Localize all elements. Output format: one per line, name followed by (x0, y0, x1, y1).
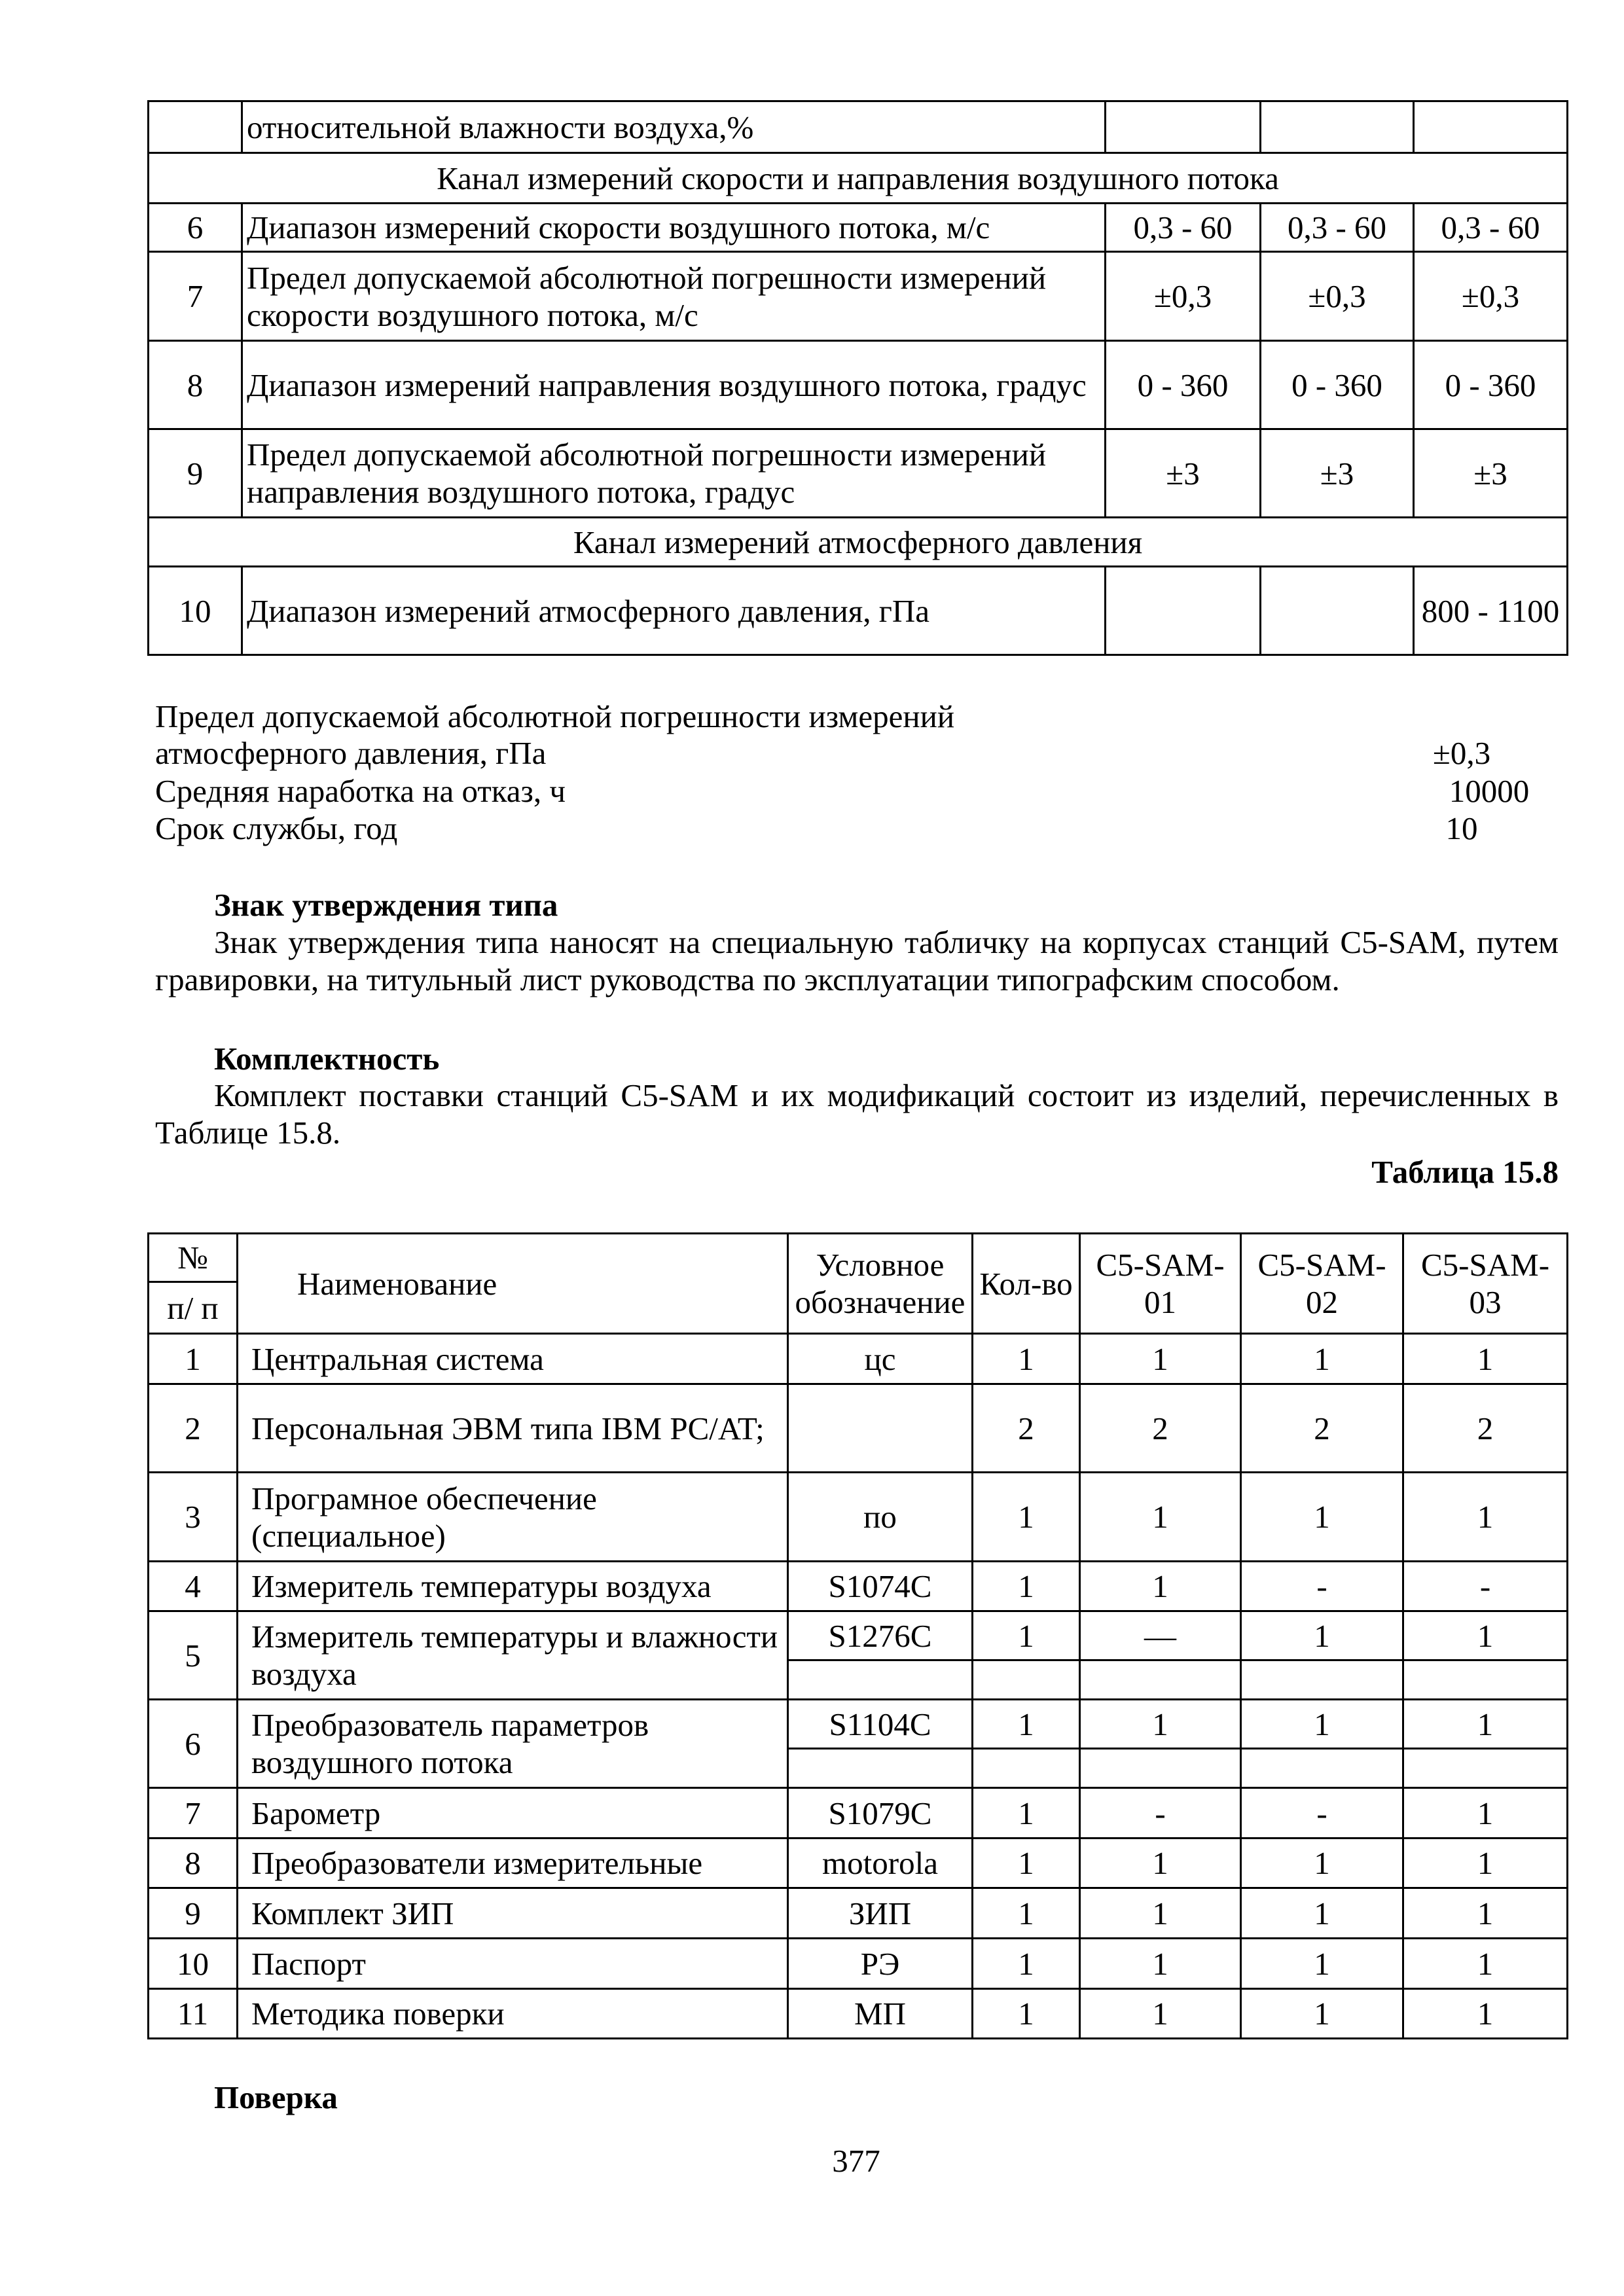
completeness-heading: Комплектность (214, 1041, 440, 1077)
row-value: 800 - 1100 (1414, 567, 1568, 655)
table-row (149, 101, 1568, 153)
row-value: 1 (973, 1562, 1080, 1611)
row-name: Диапазон измерений скорости воздушного потока, м/с (242, 204, 1106, 252)
row-value (1106, 567, 1261, 655)
empty-cell (973, 1660, 1080, 1700)
completeness-text: Комплект поставки станций С5-SAM и их модификаций состоит из изделий, перечисленных в Таблице 15.8. (155, 1077, 1559, 1151)
row-value: 1 (1241, 1989, 1403, 2039)
verification-heading: Поверка (214, 2079, 338, 2115)
row-name: Паспорт (238, 1939, 788, 1989)
table-row (149, 1839, 1568, 1888)
row-name: относительной влажности воздуха,% (242, 101, 1106, 153)
row-value: 1 (973, 1888, 1080, 1939)
row-number: 8 (149, 1839, 238, 1888)
table-row (149, 1788, 1568, 1839)
row-value: 1 (973, 1939, 1080, 1989)
row-value: 1 (973, 1611, 1080, 1660)
spec-line: Средняя наработка на отказ, ч (155, 773, 566, 809)
row-value: 1 (1080, 1888, 1241, 1939)
row-value: 1 (1403, 1888, 1568, 1939)
row-value: 1 (973, 1788, 1080, 1839)
row-value (1414, 101, 1568, 153)
row-value: 0,3 - 60 (1414, 204, 1568, 252)
row-name: Измеритель температуры и влажности воздуха (238, 1611, 788, 1700)
row-value: ±0,3 (1261, 252, 1414, 341)
approval-heading: Знак утверждения типа (214, 887, 558, 923)
header-name: Наименование (238, 1234, 788, 1334)
row-value: 0,3 - 60 (1106, 204, 1261, 252)
row-value: 1 (1403, 1611, 1568, 1660)
row-code: цс (788, 1334, 973, 1384)
row-name: Преобразователи измерительные (238, 1839, 788, 1888)
row-value (1261, 567, 1414, 655)
row-name: Диапазон измерений атмосферного давления, гПа (242, 567, 1106, 655)
row-name: Центральная система (238, 1334, 788, 1384)
row-value: 1 (1241, 1700, 1403, 1749)
row-code: motorola (788, 1839, 973, 1888)
row-value: 1 (973, 1473, 1080, 1562)
row-number: 10 (149, 567, 242, 655)
table-row (149, 1989, 1568, 2039)
row-value: 1 (1080, 1989, 1241, 2039)
row-value: 0,3 - 60 (1261, 204, 1414, 252)
empty-cell (1403, 1660, 1568, 1700)
row-value: ±3 (1106, 429, 1261, 518)
row-name: Предел допускаемой абсолютной погрешности измерений направления воздушного потока, градус (242, 429, 1106, 518)
row-value: 1 (1241, 1939, 1403, 1989)
row-number (149, 101, 242, 153)
empty-cell (788, 1660, 973, 1700)
section-header: Канал измерений скорости и направления воздушного потока (149, 153, 1568, 204)
row-value: 1 (1241, 1334, 1403, 1384)
row-value: 1 (1080, 1562, 1241, 1611)
row-value: 1 (1080, 1700, 1241, 1749)
table-row (149, 1611, 1568, 1660)
specs-table (147, 100, 1568, 656)
table-row (149, 1888, 1568, 1939)
header-model-03: C5-SAM-03 (1403, 1234, 1568, 1334)
row-number: 9 (149, 429, 242, 518)
row-number: 6 (149, 1700, 238, 1788)
row-value: 1 (1403, 1839, 1568, 1888)
row-name: Диапазон измерений направления воздушного потока, градус (242, 341, 1106, 429)
row-value: 2 (1241, 1384, 1403, 1473)
spec-line: Срок службы, год (155, 810, 398, 846)
empty-cell (1403, 1749, 1568, 1788)
row-name: Предел допускаемой абсолютной погрешности измерений скорости воздушного потока, м/с (242, 252, 1106, 341)
row-code: S1074C (788, 1562, 973, 1611)
row-name: Измеритель температуры воздуха (238, 1562, 788, 1611)
row-value: - (1241, 1562, 1403, 1611)
row-value: 1 (973, 1700, 1080, 1749)
row-value: 1 (1080, 1473, 1241, 1562)
table-row (149, 1562, 1568, 1611)
table-row (149, 518, 1568, 567)
table-row (149, 1700, 1568, 1749)
row-value: 1 (1403, 1989, 1568, 2039)
row-value: — (1080, 1611, 1241, 1660)
row-value: 1 (1241, 1888, 1403, 1939)
empty-cell (973, 1749, 1080, 1788)
row-name: Барометр (238, 1788, 788, 1839)
row-number: 10 (149, 1939, 238, 1989)
row-value: 1 (1403, 1700, 1568, 1749)
table-row (149, 1473, 1568, 1562)
table-row (149, 252, 1568, 341)
row-value: 1 (1403, 1939, 1568, 1989)
header-num: № (149, 1234, 238, 1282)
row-code: S1104C (788, 1700, 973, 1749)
header-num-sub: п/ п (149, 1282, 238, 1334)
section-header: Канал измерений атмосферного давления (149, 518, 1568, 567)
table-row (149, 1334, 1568, 1384)
row-value: ±3 (1261, 429, 1414, 518)
approval-text: Знак утверждения типа наносят на специальную табличку на корпусах станций С5-SAM, путем гравировки, на титульный лист руководства по эксплуатации типографским способом. (155, 924, 1559, 997)
delivery-set-table (147, 1232, 1568, 2039)
row-value: 1 (1403, 1334, 1568, 1384)
row-value: 2 (1080, 1384, 1241, 1473)
row-value: 1 (1241, 1473, 1403, 1562)
spec-value: 10000 (1449, 773, 1530, 809)
row-value: 2 (973, 1384, 1080, 1473)
row-number: 4 (149, 1562, 238, 1611)
row-number: 6 (149, 204, 242, 252)
row-value (1261, 101, 1414, 153)
row-code: по (788, 1473, 973, 1562)
row-value (1106, 101, 1261, 153)
row-value: - (1080, 1788, 1241, 1839)
empty-cell (1080, 1749, 1241, 1788)
row-value: 0 - 360 (1261, 341, 1414, 429)
row-number: 3 (149, 1473, 238, 1562)
spec-line: атмосферного давления, гПа (155, 735, 547, 771)
spec-value: 10 (1445, 810, 1478, 846)
row-number: 8 (149, 341, 242, 429)
row-name: Комплект ЗИП (238, 1888, 788, 1939)
row-number: 1 (149, 1334, 238, 1384)
row-value: 2 (1403, 1384, 1568, 1473)
row-number: 2 (149, 1384, 238, 1473)
empty-cell (1241, 1660, 1403, 1700)
row-name: Персональная ЭВМ типа IBM PC/AT; (238, 1384, 788, 1473)
row-value: ±0,3 (1106, 252, 1261, 341)
row-value: 1 (973, 1989, 1080, 2039)
row-value: 0 - 360 (1414, 341, 1568, 429)
row-number: 11 (149, 1989, 238, 2039)
row-code: S1276C (788, 1611, 973, 1660)
table-row (149, 567, 1568, 655)
empty-cell (1241, 1749, 1403, 1788)
header-qty: Кол-во (973, 1234, 1080, 1334)
row-value: 1 (1080, 1939, 1241, 1989)
spec-line: Предел допускаемой абсолютной погрешности измерений (155, 698, 955, 734)
table-row (149, 429, 1568, 518)
row-value: ±0,3 (1414, 252, 1568, 341)
row-name: Преобразователь параметров воздушного потока (238, 1700, 788, 1788)
table-row (149, 1939, 1568, 1989)
row-number: 5 (149, 1611, 238, 1700)
table-row (149, 204, 1568, 252)
row-value: ±3 (1414, 429, 1568, 518)
page-number: 377 (832, 2143, 880, 2179)
row-number: 9 (149, 1888, 238, 1939)
row-value: 0 - 360 (1106, 341, 1261, 429)
row-value: 1 (973, 1839, 1080, 1888)
header-model-01: C5-SAM-01 (1080, 1234, 1241, 1334)
row-number: 7 (149, 252, 242, 341)
table-row (149, 341, 1568, 429)
row-value: - (1403, 1562, 1568, 1611)
row-code: РЭ (788, 1939, 973, 1989)
header-model-02: C5-SAM-02 (1241, 1234, 1403, 1334)
row-code: S1079C (788, 1788, 973, 1839)
header-code: Условное обозначение (788, 1234, 973, 1334)
row-code (788, 1384, 973, 1473)
spec-value: ±0,3 (1432, 735, 1491, 771)
row-value: - (1241, 1788, 1403, 1839)
row-value: 1 (1241, 1611, 1403, 1660)
row-name: Програмное обеспечение (специальное) (238, 1473, 788, 1562)
row-number: 7 (149, 1788, 238, 1839)
table-row (149, 1384, 1568, 1473)
row-value: 1 (1241, 1839, 1403, 1888)
table-row (149, 153, 1568, 204)
row-value: 1 (1080, 1334, 1241, 1384)
row-value: 1 (1080, 1839, 1241, 1888)
empty-cell (788, 1749, 973, 1788)
row-name: Методика поверки (238, 1989, 788, 2039)
row-code: ЗИП (788, 1888, 973, 1939)
row-value: 1 (1403, 1473, 1568, 1562)
row-value: 1 (973, 1334, 1080, 1384)
empty-cell (1080, 1660, 1241, 1700)
row-value: 1 (1403, 1788, 1568, 1839)
row-code: МП (788, 1989, 973, 2039)
table-caption: Таблица 15.8 (1371, 1154, 1559, 1190)
